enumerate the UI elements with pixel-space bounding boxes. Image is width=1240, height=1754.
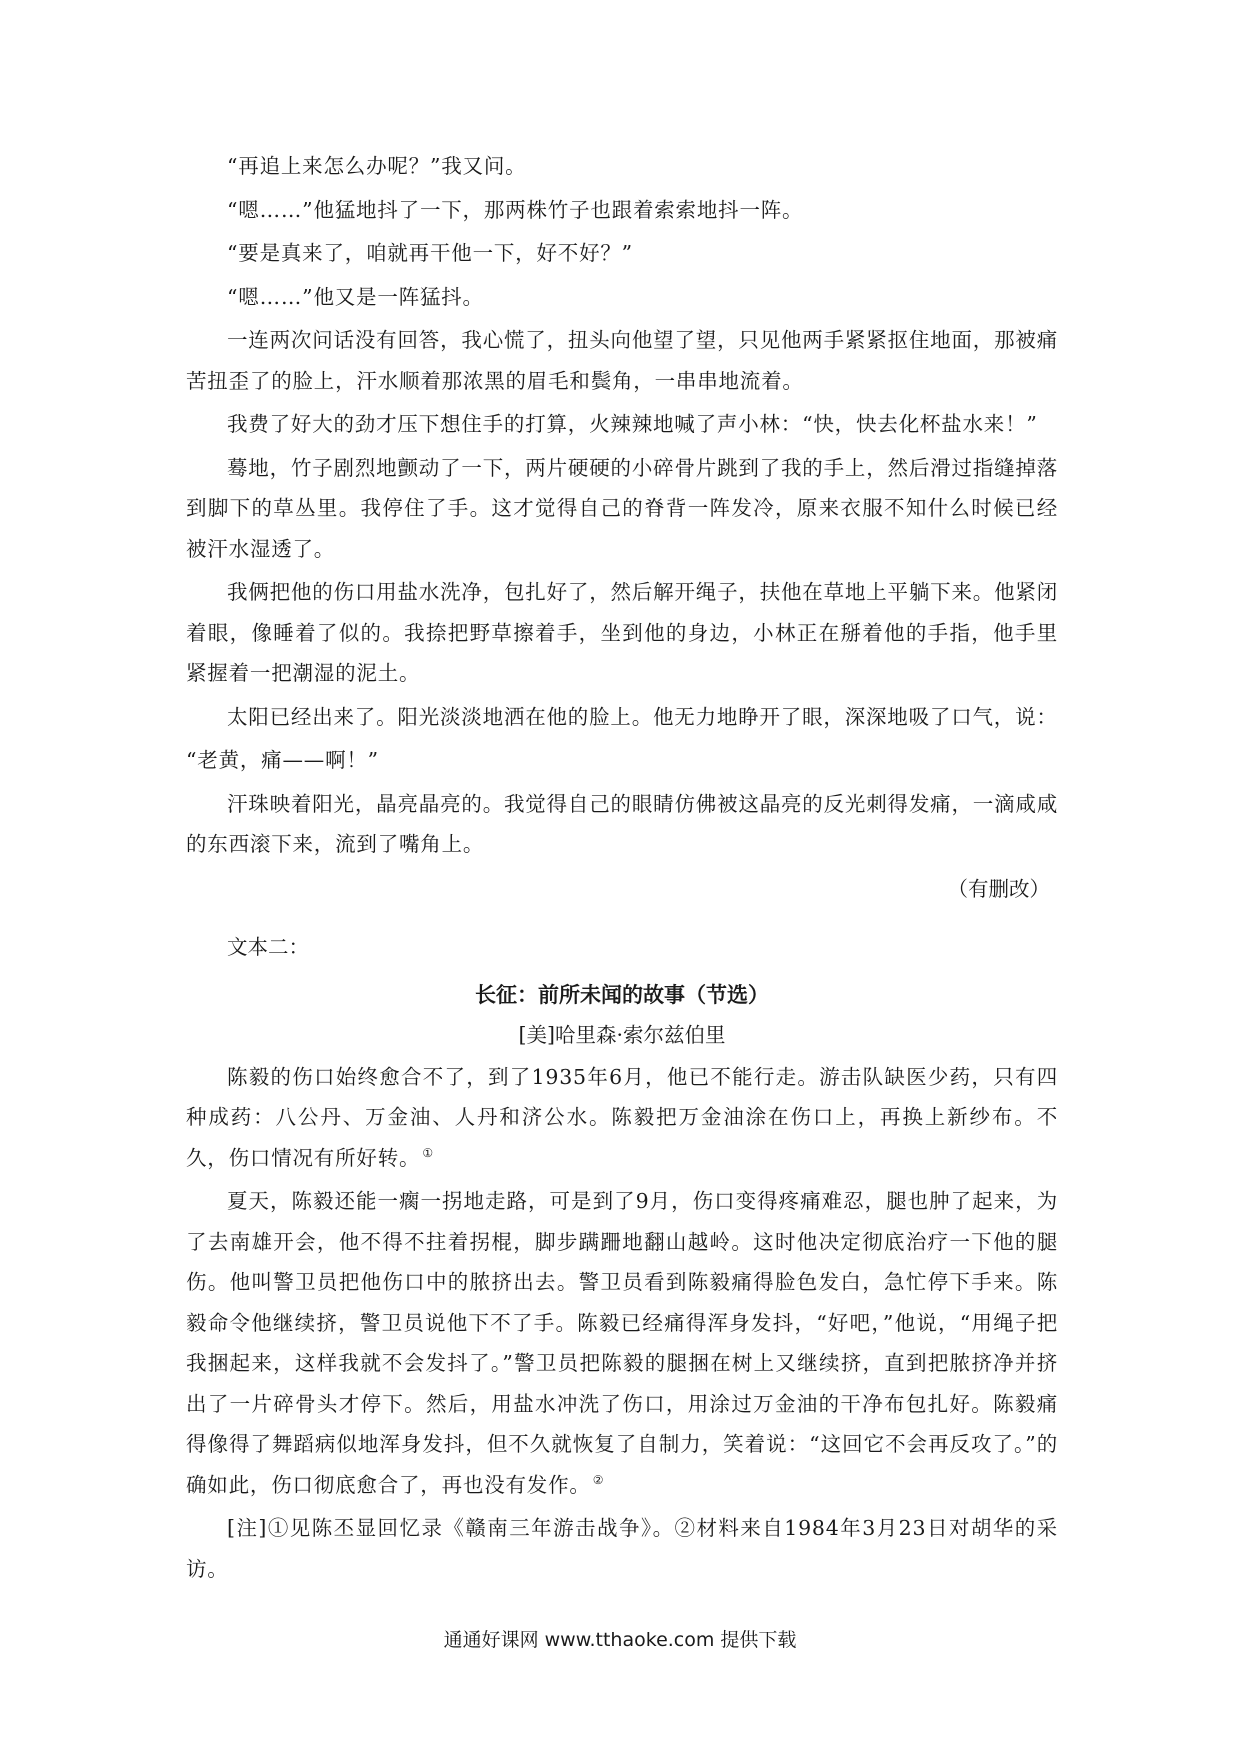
footnote-text: [注]①见陈丕显回忆录《赣南三年游击战争》。②材料来自1984年3月23日对胡华的采访。: [186, 1516, 1058, 1581]
text-two-title: 长征：前所未闻的故事（节选）: [475, 982, 769, 1007]
page-footer: 通通好课网 www.tthaoke.com 提供下载: [443, 1629, 797, 1651]
page-content: [186, 146, 1058, 1592]
story-paragraph: “要是真来了，咱就再干他一下，好不好？”: [227, 241, 633, 265]
paragraph-text: 陈毅的伤口始终愈合不了，到了1935年6月，他已不能行走。游击队缺医少药，只有四种成药：八公丹、万金油、人丹和济公水。陈毅把万金油涂在伤口上，再换上新纱布。不久，伤口情况有所好转。: [186, 1064, 1058, 1170]
footnote-marker: ①: [422, 1145, 434, 1160]
story-paragraph: 汗珠映着阳光，晶亮晶亮的。我觉得自己的眼睛仿佛被这晶亮的反光刺得发痛，一滴咸咸的东西滚下来，流到了嘴角上。: [186, 791, 1058, 856]
text-two-author: [美]哈里森·索尔兹伯里: [518, 1022, 726, 1047]
paragraph-text: 夏天，陈毅还能一瘸一拐地走路，可是到了9月，伤口变得疼痛难忍，腿也肿了起来，为了去南雄开会，他不得不拄着拐棍，脚步蹒跚地翻山越岭。这时他决定彻底治疗一下他的腿伤。他叫警卫员把他伤口中的脓挤出去。警卫员看到陈毅痛得脸色发白，急忙停下手来。陈毅命令他继续挤，警卫员说他下不了手。陈毅已经痛得浑身发抖，“好吧，”他说，“用绳子把我捆起来，这样我就不会发抖了。”警卫员把陈毅的腿捆在树上又继续挤，直到把脓挤净并挤出了一片碎骨头才停下。然后，用盐水冲洗了伤口，用涂过万金油的干净布包扎好。陈毅痛得像得了舞蹈病似地浑身发抖，但不久就恢复了自制力，笑着说：“这回它不会再反攻了。”的确如此，伤口彻底愈合了，再也没有发作。: [186, 1189, 1058, 1497]
story-paragraph: 我俩把他的伤口用盐水洗净，包扎好了，然后解开绳子，扶他在草地上平躺下来。他紧闭着眼，像睡着了似的。我捺把野草擦着手，坐到他的身边，小林正在掰着他的手指，他手里紧握着一把潮湿的泥土。: [186, 580, 1058, 685]
story-excerpt: [186, 146, 1058, 865]
footnote-marker: ②: [592, 1472, 605, 1487]
story-paragraph: “嗯……”他猛地抖了一下，那两株竹子也跟着索索地抖一阵。: [227, 197, 804, 222]
story-paragraph: 蓦地，竹子剧烈地颤动了一下，两片硬硬的小碎骨片跳到了我的手上，然后滑过指缝掉落到脚下的草丛里。我停住了手。这才觉得自己的脊背一阵发冷，原来衣服不知什么时候已经被汗水湿透了。: [186, 455, 1058, 561]
story-paragraph: 我费了好大的劲才压下想住手的打算，火辣辣地喊了声小林：“快，快去化杯盐水来！”: [227, 412, 1038, 436]
revision-note: （有删改）: [947, 876, 1050, 901]
story-paragraph: “老黄，痛——啊！”: [186, 748, 379, 772]
story-paragraph: 太阳已经出来了。阳光淡淡地洒在他的脸上。他无力地睁开了眼，深深地吸了口气，说：: [227, 704, 1058, 729]
story-paragraph: “再追上来怎么办呢？”我又问。: [227, 154, 527, 178]
story-paragraph: “嗯……”他又是一阵猛抖。: [227, 284, 484, 309]
text-two-paragraph: [186, 1057, 1058, 1179]
text-two-paragraph: [186, 1181, 1058, 1505]
text-two-label: 文本二：: [227, 934, 309, 959]
story-paragraph: 一连两次问话没有回答，我心慌了，扭头向他望了望，只见他两手紧紧抠住地面，那被痛苦扭歪了的脸上，汗水顺着那浓黑的眉毛和鬓角，一串串地流着。: [186, 328, 1058, 393]
